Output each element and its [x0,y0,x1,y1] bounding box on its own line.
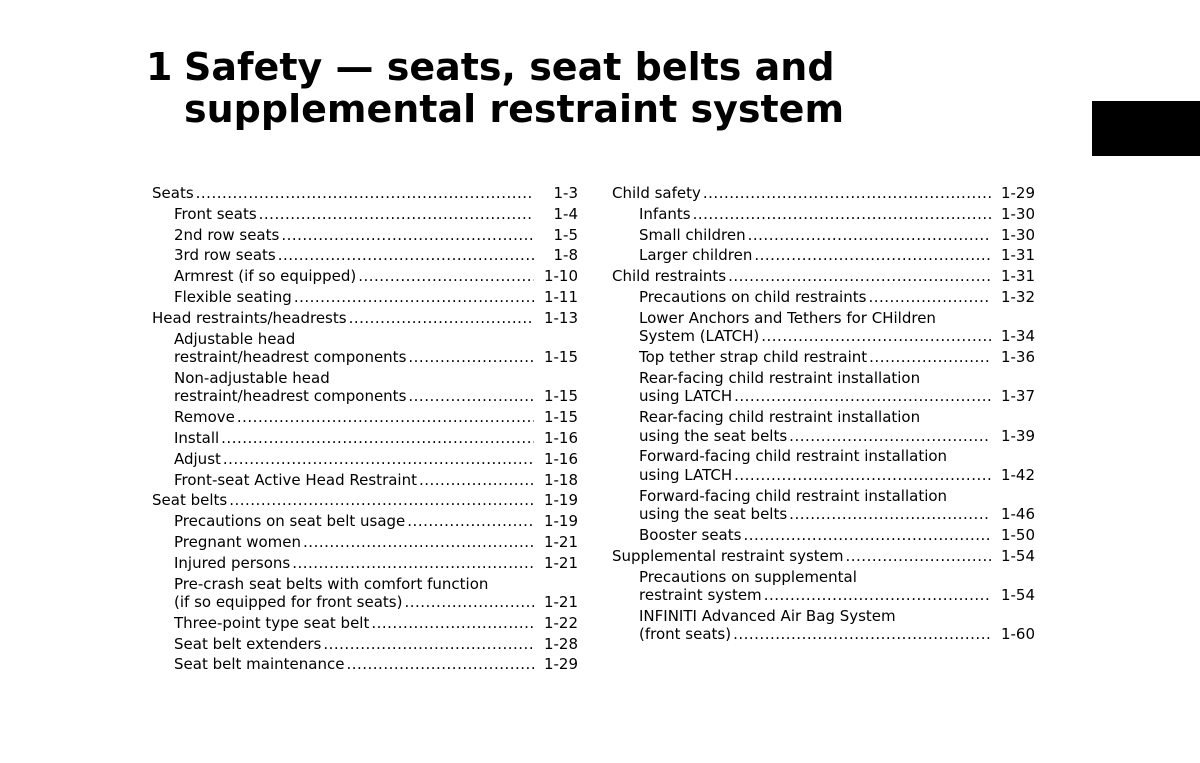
toc-page-number: 1-32 [1000,287,1035,306]
toc-subsection-entry[interactable] [152,330,578,369]
toc-subsection-entry[interactable] [612,369,1035,408]
toc-entry-label: Pregnant women [174,532,302,551]
toc-entry-label: Small children [639,225,746,244]
dot-leader [754,246,991,265]
dot-leader [281,226,534,245]
toc-entry-label: Front-seat Active Head Restraint [174,470,417,489]
toc-entry-label: 2nd row seats [174,225,280,244]
toc-entry-label: Head restraints/headrests [152,308,347,327]
toc-subsection-entry[interactable] [152,369,578,408]
toc-entry-label: Larger children [639,246,753,265]
toc-subsection-entry[interactable] [152,471,578,492]
toc-subsection-entry[interactable] [612,288,1035,309]
toc-page-number: 1-13 [543,308,578,327]
toc-entry-label: Booster seats [639,526,742,545]
toc-page-number: 1-46 [1000,505,1035,524]
toc-entry-label: Seat belt extenders [174,634,322,653]
dot-leader [693,205,991,224]
toc-page-number: 1-29 [1000,184,1035,202]
toc-subsection-entry[interactable] [612,568,1035,607]
toc-subsection-entry[interactable] [612,487,1035,526]
toc-section-entry[interactable] [612,267,1035,288]
dot-leader [408,387,534,406]
chapter-number: 1 [146,45,173,89]
toc-column-right [612,184,1035,646]
dot-leader [221,429,534,448]
toc-subsection-entry[interactable] [612,348,1035,369]
toc-section-entry[interactable] [152,184,578,205]
toc-page-number: 1-60 [1000,625,1035,644]
toc-subsection-entry[interactable] [152,205,578,226]
toc-entry-label: Three-point type seat belt [174,613,370,632]
toc-subsection-entry[interactable] [152,635,578,656]
toc-entry-label-line1: Rear-facing child restraint installation [639,408,921,427]
toc-subsection-entry[interactable] [612,408,1035,447]
toc-entry-label: System (LATCH) [639,327,760,346]
toc-entry-label: Remove [174,408,235,427]
dot-leader [868,288,991,307]
dot-leader [223,450,534,469]
dot-leader [259,205,534,224]
dot-leader [419,471,534,490]
toc-entry-label-line1: Forward-facing child restraint installation [639,486,948,505]
toc-subsection-entry[interactable] [152,575,578,614]
dot-leader [703,184,991,203]
toc-section-entry[interactable] [612,547,1035,568]
toc-entry-label: restraint/headrest components [174,348,407,367]
toc-entry-label: using LATCH [639,387,733,406]
toc-entry-label-line1: Pre-crash seat belts with comfort function [174,574,489,593]
dot-leader [734,387,991,406]
toc-entry-label-line1: INFINITI Advanced Air Bag System [639,606,896,625]
toc-entry-label: Seat belts [152,491,228,510]
toc-entry-label: Front seats [174,204,257,223]
toc-subsection-entry[interactable] [612,246,1035,267]
dot-leader [748,226,991,245]
toc-subsection-entry[interactable] [152,554,578,575]
toc-entry-label: (if so equipped for front seats) [174,593,403,612]
toc-page-number: 1-11 [543,287,578,306]
toc-page-number: 1-21 [543,532,578,551]
toc-page-number: 1-4 [553,204,578,223]
toc-page-number: 1-28 [543,634,578,653]
toc-page-number: 1-31 [1000,246,1035,265]
dot-leader [303,533,534,552]
toc-entry-label: using the seat belts [639,426,788,445]
toc-subsection-entry[interactable] [152,246,578,267]
toc-page-number: 1-19 [543,491,578,510]
toc-page-number: 1-36 [1000,348,1035,367]
toc-page-number: 1-5 [553,225,578,244]
toc-page-number: 1-8 [553,246,578,265]
toc-entry-label: Child restraints [612,267,727,286]
toc-entry-label: Supplemental restraint system [612,546,844,565]
toc-subsection-entry[interactable] [152,512,578,533]
toc-page-number: 1-22 [543,613,578,632]
dot-leader [358,267,534,286]
toc-subsection-entry[interactable] [152,429,578,450]
toc-page-number: 1-37 [1000,387,1035,406]
toc-page-number: 1-15 [543,408,578,427]
toc-entry-label: Top tether strap child restraint [639,348,868,367]
toc-page-number: 1-34 [1000,327,1035,346]
dot-leader [229,491,534,510]
dot-leader [371,614,534,633]
toc-subsection-entry[interactable] [152,408,578,429]
dot-leader [407,512,534,531]
toc-page-number: 1-19 [543,512,578,531]
toc-subsection-entry[interactable] [612,607,1035,646]
toc-subsection-entry[interactable] [152,533,578,554]
dot-leader [196,184,534,203]
dot-leader [349,309,534,328]
toc-entry-label: restraint system [639,586,762,605]
toc-entry-label: Seat belt maintenance [174,655,345,674]
dot-leader [294,288,534,307]
toc-page-number: 1-16 [543,449,578,468]
toc-entry-label: using LATCH [639,465,733,484]
dot-leader [734,466,991,485]
toc-page-number: 1-15 [543,387,578,406]
toc-subsection-entry[interactable] [152,288,578,309]
toc-page-number: 1-54 [1000,586,1035,605]
toc-entry-label-line1: Adjustable head [174,329,296,348]
toc-subsection-entry[interactable] [152,614,578,635]
toc-entry-label: Install [174,428,220,447]
toc-page-number: 1-3 [553,184,578,202]
toc-page-number: 1-54 [1000,546,1035,565]
toc-entry-label: Armrest (if so equipped) [174,267,357,286]
dot-leader [408,348,534,367]
toc-entry-label: restraint/headrest components [174,387,407,406]
toc-entry-label: (front seats) [639,625,732,644]
toc-page-number: 1-15 [543,348,578,367]
toc-entry-label: Injured persons [174,553,291,572]
toc-subsection-entry[interactable] [152,450,578,471]
toc-entry-label: Infants [639,204,691,223]
toc-subsection-entry[interactable] [152,655,578,676]
dot-leader [764,586,991,605]
dot-leader [404,593,534,612]
toc-section-entry[interactable] [152,309,578,330]
toc-page-number: 1-31 [1000,267,1035,286]
toc-entry-label-line1: Lower Anchors and Tethers for CHildren [639,308,936,327]
toc-subsection-entry[interactable] [612,526,1035,547]
dot-leader [237,408,534,427]
toc-page-number: 1-16 [543,428,578,447]
dot-leader [346,655,534,674]
toc-page-number: 1-21 [543,593,578,612]
toc-page-number: 1-30 [1000,225,1035,244]
dot-leader [733,625,991,644]
toc-page-number: 1-10 [543,267,578,286]
toc-entry-label: Child safety [612,184,701,202]
toc-page-number: 1-29 [543,655,578,674]
toc-entry-label-line1: Rear-facing child restraint installation [639,368,921,387]
dot-leader [278,246,534,265]
chapter-title: Safety — seats, seat belts and supplemental restraint system [184,45,845,131]
toc-subsection-entry[interactable] [612,447,1035,486]
toc-subsection-entry[interactable] [612,309,1035,348]
toc-entry-label: using the seat belts [639,505,788,524]
dot-leader [789,427,991,446]
toc-entry-label: Seats [152,184,194,202]
dot-leader [789,505,991,524]
toc-section-entry[interactable] [152,491,578,512]
dot-leader [846,547,992,566]
toc-entry-label: Precautions on seat belt usage [174,512,406,531]
toc-subsection-entry[interactable] [612,226,1035,247]
toc-page-number: 1-50 [1000,526,1035,545]
toc-subsection-entry[interactable] [152,226,578,247]
toc-section-entry[interactable] [612,184,1035,205]
toc-column-left [152,184,578,676]
toc-page-number: 1-30 [1000,204,1035,223]
toc-entry-label-line1: Precautions on supplemental [639,567,857,586]
dot-leader [761,327,991,346]
toc-entry-label: Precautions on child restraints [639,287,867,306]
toc-page-number: 1-39 [1000,426,1035,445]
toc-subsection-entry[interactable] [152,267,578,288]
toc-subsection-entry[interactable] [612,205,1035,226]
toc-entry-label: Adjust [174,449,221,468]
dot-leader [869,348,991,367]
toc-page-number: 1-21 [543,553,578,572]
toc-entry-label-line1: Non-adjustable head [174,368,330,387]
chapter-tab-marker [1092,101,1200,156]
toc-page-number: 1-18 [543,470,578,489]
toc-entry-label: Flexible seating [174,287,292,306]
dot-leader [323,635,534,654]
toc-entry-label: 3rd row seats [174,246,276,265]
dot-leader [743,526,991,545]
toc-entry-label-line1: Forward-facing child restraint installation [639,447,948,466]
toc-page-number: 1-42 [1000,465,1035,484]
dot-leader [728,267,991,286]
dot-leader [292,554,534,573]
